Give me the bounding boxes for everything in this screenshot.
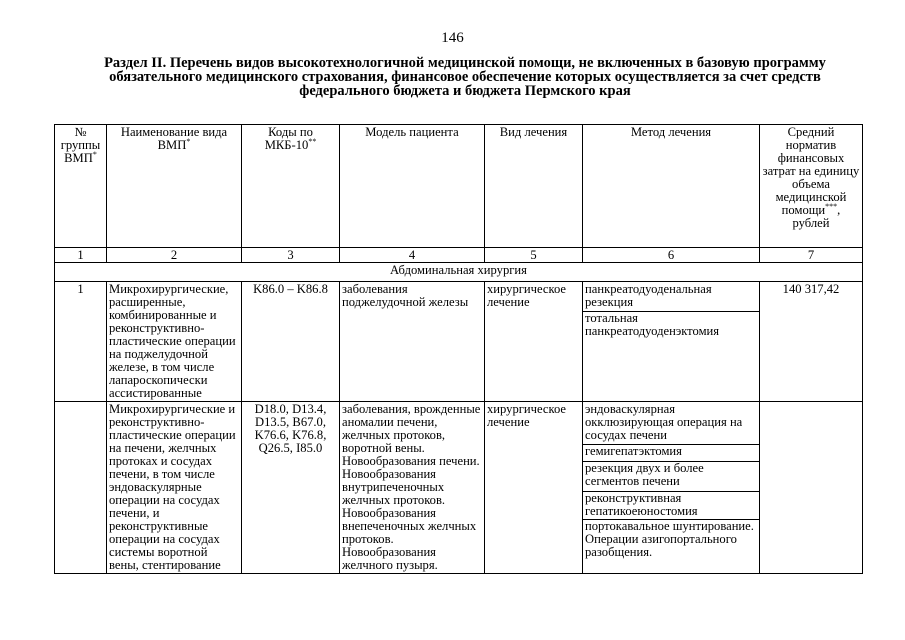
header-codes: Коды по МКБ-10**	[242, 125, 340, 248]
column-number: 1	[55, 248, 107, 263]
column-number: 5	[485, 248, 583, 263]
table-row	[55, 282, 863, 402]
title-line-1: Раздел II. Перечень видов высокотехнологичной медицинской помощи, не включенных в базовую программу	[104, 55, 826, 71]
group-cell	[55, 402, 107, 574]
cost-cell	[760, 402, 863, 574]
page-number: 146	[441, 30, 464, 46]
method-item: панкреатодуоденальная резекция	[583, 283, 759, 312]
header-model: Модель пациента	[340, 125, 485, 248]
kind-cell: хирургическое лечение	[485, 282, 583, 402]
column-number: 2	[107, 248, 242, 263]
column-number: 3	[242, 248, 340, 263]
method-item: портокавальное шунтирование. Операции азигопортального разобщения.	[585, 519, 754, 559]
column-number: 4	[340, 248, 485, 263]
header-method: Метод лечения	[583, 125, 760, 248]
column-number: 6	[583, 248, 760, 263]
name-cell: Микрохирургические и реконструктивно-пластические операции на печени, желчных протоках и сосудах печени, в том числе эндоваскулярные операции на сосудах печени, и реконструктивные операции на сосудах системы воротной вены, стентирование	[107, 402, 242, 574]
codes-cell: K86.0 – K86.8	[242, 282, 340, 402]
method-item: резекция двух и более сегментов печени	[583, 462, 759, 492]
header-cost: Средний норматив финансовых затрат на единицу объема медицинской помощи***, рублей	[760, 125, 863, 248]
table-row	[55, 402, 863, 574]
model-cell: заболевания, врожденные аномалии печени, желчных протоков, воротной вены. Новообразования печени. Новообразования внутрипеченочных желчных протоков. Новообразования внепеченочных желчных протоков. Новообразования желчного пузыря.	[340, 402, 485, 574]
method-cell	[583, 282, 760, 402]
cost-cell: 140 317,42	[760, 282, 863, 402]
group-cell: 1	[55, 282, 107, 402]
section-title	[70, 56, 860, 98]
name-cell: Микрохирургические, расширенные, комбинированные и реконструктивно-пластические операции на поджелудочной железе, в том числе лапароскопически ассистированные	[107, 282, 242, 402]
codes-cell: D18.0, D13.4, D13.5, B67.0, K76.6, K76.8, Q26.5, I85.0	[242, 402, 340, 574]
method-item: тотальная панкреатодуоденэктомия	[585, 311, 720, 338]
column-number-row	[55, 248, 863, 263]
header-kind: Вид лечения	[485, 125, 583, 248]
method-item: гемигепатэктомия	[583, 445, 759, 462]
column-number: 7	[760, 248, 863, 263]
title-line-2: обязательного медицинского страхования, финансовое обеспечение которых осуществляется за счет средств	[109, 69, 821, 85]
header-row	[55, 125, 863, 248]
section-heading: Абдоминальная хирургия	[55, 263, 863, 282]
method-cell	[583, 402, 760, 574]
header-name: Наименование вида ВМП*	[107, 125, 242, 248]
method-item: реконструктивная гепатикоеюностомия	[583, 492, 759, 520]
kind-cell: хирургическое лечение	[485, 402, 583, 574]
header-group-no: № группы ВМП*	[55, 125, 107, 248]
vmp-table	[54, 124, 863, 574]
title-line-3: федерального бюджета и бюджета Пермского края	[299, 83, 631, 99]
section-row	[55, 263, 863, 282]
method-item: эндоваскулярная окклюзирующая операция на сосудах печени	[583, 403, 759, 445]
model-cell: заболевания поджелудочной железы	[340, 282, 485, 402]
